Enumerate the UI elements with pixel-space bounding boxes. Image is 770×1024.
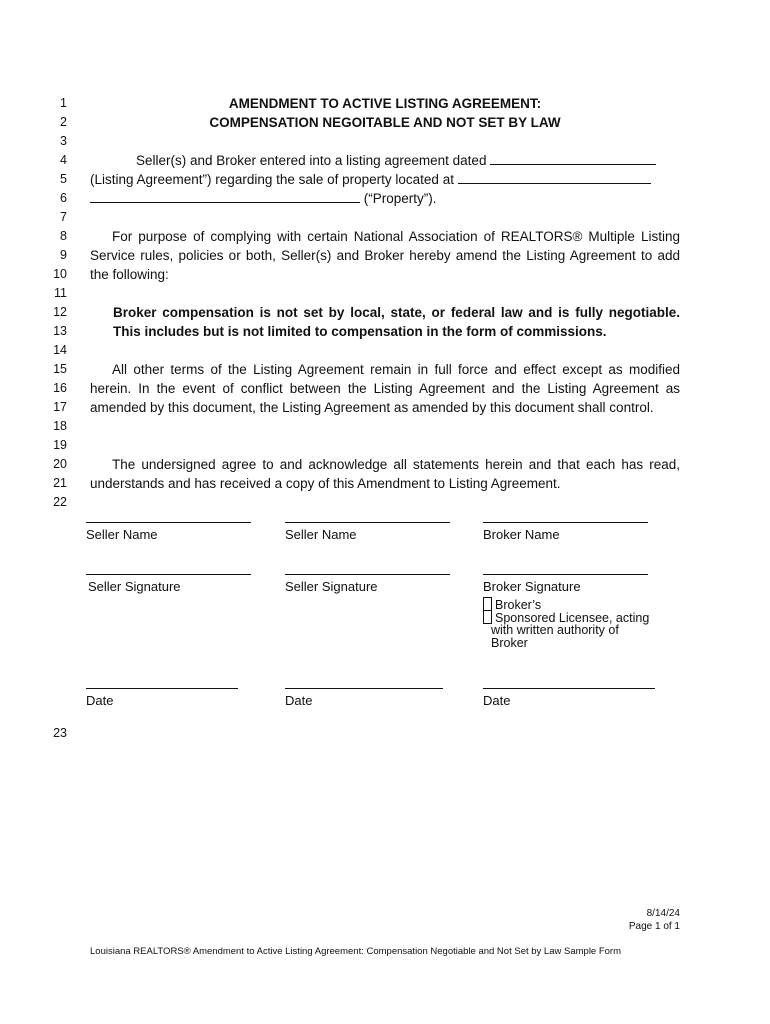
broker-name-line[interactable] (483, 522, 648, 523)
seller-signature-line-2[interactable] (285, 574, 450, 575)
line-number: 18 (53, 419, 67, 433)
seller-signature-label-1: Seller Signature (88, 579, 181, 594)
agreement-date-blank[interactable] (490, 151, 656, 165)
line-number: 11 (54, 286, 67, 300)
line-number: 6 (60, 191, 67, 205)
purpose-paragraph: For purpose of complying with certain National Association of REALTORS® Multiple Listing Service rules, policies or both, Seller(s) and Broker hereby amend the Listing Agreement to add the following: (90, 229, 680, 282)
line-number: 15 (53, 362, 67, 376)
intro-text-property: (“Property”). (363, 191, 437, 206)
line-number: 4 (60, 153, 67, 167)
date-line-1[interactable] (86, 688, 238, 689)
intro-line-3 (90, 189, 437, 208)
line-number: 9 (60, 248, 67, 262)
footer-form-name: Louisiana REALTORS® Amendment to Active Listing Agreement: Compensation Negotiable and Not Set by Law Sample Form (90, 946, 622, 957)
seller-signature-line-1[interactable] (86, 574, 251, 575)
acknowledge-paragraph: The undersigned agree to and acknowledge all statements herein and that each has read, understands and has received a copy of this Amendment to Listing Agreement. (90, 457, 680, 491)
intro-text-dated: Seller(s) and Broker entered into a listing agreement dated (136, 153, 487, 168)
line-number: 1 (60, 96, 67, 110)
footer-date: 8/14/24 (646, 908, 680, 919)
line-number: 22 (53, 495, 67, 509)
line-number: 12 (53, 305, 67, 319)
date-label-2: Date (285, 693, 313, 708)
line-number: 16 (53, 381, 67, 395)
date-label-1: Date (86, 693, 114, 708)
line-number: 8 (60, 229, 67, 243)
date-line-3[interactable] (483, 688, 655, 689)
brokers-option-label: Broker’s (495, 598, 542, 612)
other-terms-paragraph: All other terms of the Listing Agreement remain in full force and effect except as modified herein. In the event of conflict between the Listing Agreement and the Listing Agreement as amended by this document, the Listing Agreement as amended by this document shall control. (90, 362, 680, 415)
line-number: 23 (53, 726, 67, 740)
sponsored-option-line-3: Broker (491, 636, 528, 650)
line-number: 2 (60, 115, 67, 129)
compensation-paragraph: Broker compensation is not set by local, state, or federal law and is fully negotiable. This includes but is not limited to compensation in the form of commissions. (113, 305, 680, 339)
seller-name-label-1: Seller Name (86, 527, 158, 542)
date-line-2[interactable] (285, 688, 443, 689)
broker-signature-line[interactable] (483, 574, 648, 575)
line-number: 17 (53, 400, 67, 414)
line-number: 14 (53, 343, 67, 357)
seller-signature-label-2: Seller Signature (285, 579, 378, 594)
property-address-blank[interactable] (458, 170, 651, 184)
property-address-blank-2[interactable] (90, 189, 360, 203)
seller-name-line-1[interactable] (86, 522, 251, 523)
sponsored-option-line-2: with written authority of (491, 623, 619, 637)
intro-line-2 (90, 170, 651, 189)
brokers-checkbox[interactable] (483, 597, 492, 611)
line-number: 3 (60, 134, 67, 148)
date-label-3: Date (483, 693, 511, 708)
line-number: 20 (53, 457, 67, 471)
seller-name-line-2[interactable] (285, 522, 450, 523)
intro-text-located: (Listing Agreement”) regarding the sale of property located at (90, 172, 454, 187)
line-number: 13 (53, 324, 67, 338)
sponsored-option-label: Sponsored Licensee, acting (495, 611, 650, 625)
seller-name-label-2: Seller Name (285, 527, 357, 542)
broker-name-label: Broker Name (483, 527, 560, 542)
line-number: 5 (60, 172, 67, 186)
broker-signature-label: Broker Signature (483, 579, 581, 594)
sponsored-licensee-checkbox[interactable] (483, 610, 492, 624)
line-number: 10 (53, 267, 67, 281)
intro-line-1 (136, 151, 656, 170)
document-title-line-2: COMPENSATION NEGOITABLE AND NOT SET BY LAW (209, 115, 561, 130)
line-number: 21 (53, 476, 67, 490)
footer-page-number: Page 1 of 1 (628, 921, 680, 932)
document-title-line-1: AMENDMENT TO ACTIVE LISTING AGREEMENT: (228, 96, 542, 111)
line-number: 7 (60, 210, 67, 224)
line-number: 19 (53, 438, 67, 452)
